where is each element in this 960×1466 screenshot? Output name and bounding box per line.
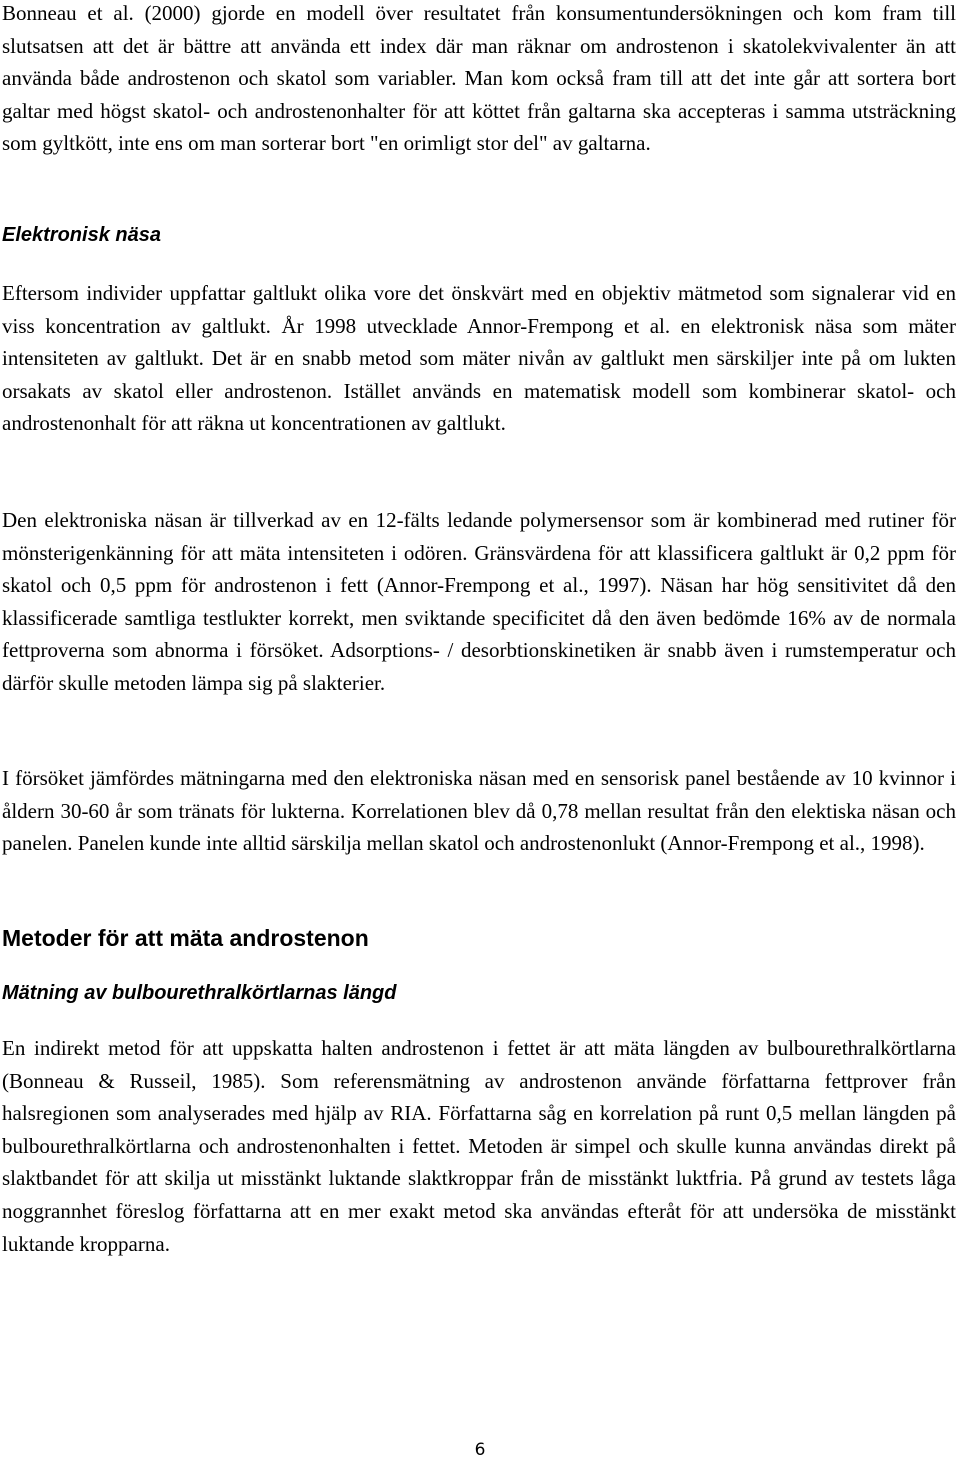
heading-gland-measurement: Mätning av bulbourethralkörtlarnas längd [2, 982, 397, 1004]
paragraph-sensory-panel: I försöket jämfördes mätningarna med den elektroniska näsan med en sensorisk panel bestående av 10 kvinnor i åldern 30-60 år som tränats för lukterna. Korrelationen blev då 0,78 mellan resultat från den elektiska näsan och panelen. Panelen kunde inte alltid särskilja mellan skatol och androstenonlukt (Annor-Frempong et al., 1998). [2, 766, 956, 856]
paragraph-electronic-nose-details: Den elektroniska näsan är tillverkad av en 12-fälts ledande polymersensor som är kombinerad med rutiner för mönsterigenkänning för att mäta intensiteten i odören. Gränsvärdena för att klassificera galtlukt är 0,2 ppm för skatol och 0,5 ppm för androstenon i fett (Annor-Frempong et al., 1997). Näsan har hög sensitivitet då den klassificerade samtliga testlukter korrekt, men sviktande specificitet då den även bedömde 16% av de normala fettproverna som abnorma i försöket. Adsorptions- / desorbtionskinetiken är snabb även i rumstemperatur och därför skulle metoden lämpa sig på slakterier. [2, 508, 956, 695]
heading-electronic-nose: Elektronisk näsa [2, 224, 161, 246]
page-number: 6 [474, 1440, 486, 1460]
paragraph-gland-method: En indirekt metod för att uppskatta halten androstenon i fettet är att mäta längden av bulbourethralkörtlarna (Bonneau & Russeil, 1985). Som referensmätning av androstenon använde författarna fettprover från halsregionen som analyserades med hjälp av RIA. Författarna såg en korrelation på runt 0,5 mellan längden på bulbourethralkörtlarna och androstenonhalten i fettet. Metoden är simpel och skulle kunna användas direkt på slaktbandet för att skilja ut misstänkt luktande slaktkroppar från de misstänkt luktfria. På grund av testets låga noggrannhet föreslog författarna att en mer exakt metod ska användas efteråt för att undersöka de misstänkt luktande kropparna. [2, 1036, 956, 1256]
paragraph-electronic-nose-intro: Eftersom individer uppfattar galtlukt olika vore det önskvärt med en objektiv mätmetod som signalerar vid en viss koncentration av galtlukt. År 1998 utvecklade Annor-Frempong et al. en elektronisk näsa som mäter intensiteten av galtlukt. Det är en snabb metod som mäter nivån av galtlukt men särskiljer inte på om lukten orsakats av skatol eller androstenon. Istället används en matematisk modell som kombinerar skatol- och androstenonhalt för att räkna ut koncentrationen av galtlukt. [2, 281, 956, 436]
heading-methods: Metoder för att mäta androstenon [2, 925, 369, 951]
paragraph-bonneau-model: Bonneau et al. (2000) gjorde en modell över resultatet från konsumentundersökningen och kom fram till slutsatsen att det är bättre att använda ett index där man räknar om androstenon i skatolekvivalenter än att använda både androstenon och skatol som variabler. Man kom också fram till att det inte går att sortera bort galtar med högst skatol- och androstenonhalter för att köttet från galtarna ska accepteras i samma utsträckning som gyltkött, inte ens om man sorterar bort "en orimligt stor del" av galtarna. [2, 1, 956, 156]
